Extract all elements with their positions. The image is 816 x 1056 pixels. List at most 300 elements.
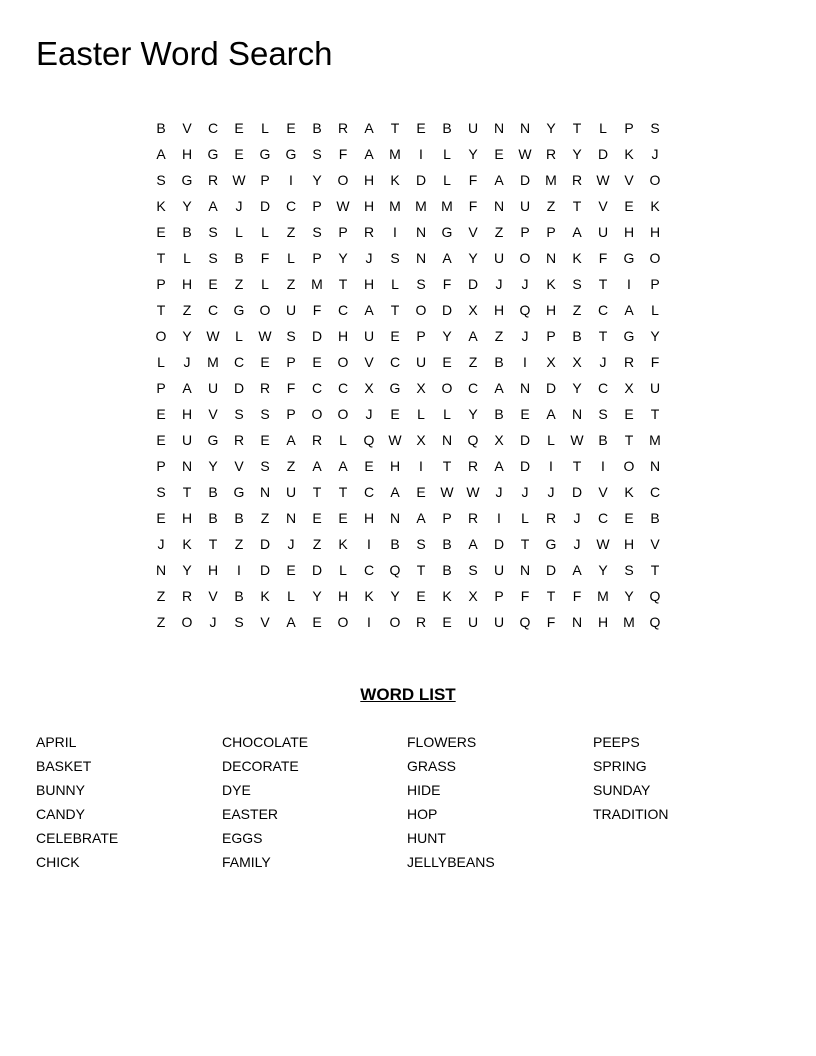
grid-letter: A [572,224,582,240]
grid-letter: Z [572,302,582,318]
word-list-item: EGGS [222,830,263,846]
grid-letter: R [207,172,219,188]
grid-letter: L [339,432,347,448]
grid-letter: B [208,510,218,526]
grid-letter: Y [572,146,582,162]
grid-letter: S [260,406,270,422]
grid-letter: V [208,406,218,422]
grid-letter: I [497,510,501,526]
grid-letter: R [415,614,427,630]
grid-letter: W [388,432,402,448]
grid-letter: B [234,588,244,604]
grid-letter: S [156,484,166,500]
grid-letter: B [494,406,504,422]
grid-letter: H [337,588,349,604]
grid-letter: L [521,510,529,526]
grid-letter: Z [260,510,270,526]
grid-letter: E [494,146,504,162]
grid-letter: R [259,380,271,396]
grid-letter: P [286,406,296,422]
grid-letter: E [286,120,296,136]
grid-letter: K [390,172,400,188]
grid-letter: P [494,588,504,604]
grid-letter: I [523,354,527,370]
grid-letter: G [545,536,557,552]
word-list-item: APRIL [36,734,77,750]
grid-letter: N [519,380,531,396]
grid-letter: M [389,198,401,214]
grid-letter: G [233,484,245,500]
word-list-item: TRADITION [593,806,669,822]
grid-letter: Y [468,146,478,162]
grid-letter: J [651,146,659,162]
grid-letter: D [467,276,479,292]
grid-letter: B [442,562,452,578]
grid-letter: Y [182,328,192,344]
grid-letter: W [206,328,220,344]
grid-letter: Y [208,458,218,474]
grid-letter: Z [156,588,166,604]
grid-letter: S [468,562,478,578]
grid-letter: J [521,484,529,500]
grid-letter: T [156,250,166,266]
grid-letter: W [258,328,272,344]
grid-letter: Z [468,354,478,370]
grid-letter: K [364,588,374,604]
grid-letter: Y [546,120,556,136]
grid-letter: S [650,120,660,136]
grid-letter: L [651,302,659,318]
grid-letter: X [416,380,426,396]
grid-letter: L [417,406,425,422]
grid-letter: C [337,380,349,396]
grid-letter: V [234,458,244,474]
grid-letter: G [623,328,635,344]
grid-letter: J [521,276,529,292]
grid-letter: U [181,432,193,448]
grid-letter: T [182,484,192,500]
grid-letter: H [597,614,609,630]
grid-letter: Y [468,406,478,422]
grid-letter: S [598,406,608,422]
grid-letter: C [207,120,219,136]
grid-letter: Z [286,458,296,474]
grid-letter: O [415,302,427,318]
grid-letter: W [596,536,610,552]
grid-letter: Q [649,588,661,604]
grid-letter: H [623,536,635,552]
grid-letter: D [259,536,271,552]
grid-letter: E [208,276,218,292]
grid-letter: F [260,250,270,266]
grid-letter: I [419,146,423,162]
grid-letter: G [259,146,271,162]
grid-letter: N [571,406,583,422]
grid-letter: J [287,536,295,552]
grid-letter: O [623,458,635,474]
grid-letter: B [156,120,166,136]
word-list-item: FLOWERS [407,734,477,750]
grid-letter: Y [442,328,452,344]
grid-letter: D [415,172,427,188]
grid-letter: T [598,276,608,292]
grid-letter: N [493,198,505,214]
word-list-item: HIDE [407,782,441,798]
grid-letter: M [311,276,323,292]
word-list-item: HOP [407,806,438,822]
grid-letter: A [624,302,634,318]
grid-letter: E [416,120,426,136]
grid-letter: O [181,614,193,630]
grid-letter: E [156,406,166,422]
grid-letter: L [443,172,451,188]
grid-letter: Y [312,588,322,604]
grid-letter: O [337,172,349,188]
grid-letter: B [390,536,400,552]
grid-letter: O [337,354,349,370]
grid-letter: M [415,198,427,214]
grid-letter: F [650,354,660,370]
grid-letter: W [336,198,350,214]
grid-letter: Y [468,250,478,266]
grid-letter: L [443,146,451,162]
grid-letter: U [467,614,479,630]
grid-letter: U [467,120,479,136]
grid-letter: P [624,120,634,136]
grid-letter: D [519,458,531,474]
word-list-item: DECORATE [222,758,299,774]
grid-letter: X [572,354,582,370]
grid-letter: O [311,406,323,422]
grid-letter: W [570,432,584,448]
grid-letter: P [416,328,426,344]
grid-letter: D [311,328,323,344]
grid-letter: A [546,406,556,422]
grid-letter: O [259,302,271,318]
grid-letter: W [440,484,454,500]
grid-letter: E [390,406,400,422]
grid-letter: H [337,328,349,344]
grid-letter: H [181,276,193,292]
grid-letter: X [416,432,426,448]
grid-letter: A [182,380,192,396]
grid-letter: V [650,536,660,552]
grid-letter: A [338,458,348,474]
grid-letter: A [494,380,504,396]
word-list-item: BASKET [36,758,92,774]
grid-letter: D [519,432,531,448]
grid-letter: N [285,510,297,526]
grid-letter: Y [624,588,634,604]
grid-letter: R [467,510,479,526]
grid-letter: I [367,536,371,552]
grid-letter: G [389,380,401,396]
grid-letter: N [545,250,557,266]
grid-letter: L [391,276,399,292]
grid-letter: R [467,458,479,474]
grid-letter: B [234,510,244,526]
grid-letter: C [285,198,297,214]
grid-letter: K [182,536,192,552]
grid-letter: L [183,250,191,266]
grid-letter: P [312,250,322,266]
grid-letter: I [289,172,293,188]
grid-letter: B [182,224,192,240]
grid-letter: P [286,354,296,370]
grid-letter: A [208,198,218,214]
grid-letter: A [468,536,478,552]
grid-letter: E [312,354,322,370]
grid-letter: U [285,484,297,500]
grid-letter: P [156,276,166,292]
grid-letter: R [363,224,375,240]
grid-letter: Q [519,614,531,630]
grid-letter: C [363,562,375,578]
grid-letter: D [597,146,609,162]
word-list-item: CHICK [36,854,80,870]
grid-letter: F [286,380,296,396]
grid-letter: R [623,354,635,370]
grid-letter: E [312,614,322,630]
grid-letter: N [155,562,167,578]
grid-letter: I [627,276,631,292]
grid-letter: A [390,484,400,500]
grid-letter: J [521,328,529,344]
word-list-item: GRASS [407,758,457,774]
grid-letter: D [259,198,271,214]
grid-letter: W [466,484,480,500]
grid-letter: T [624,432,634,448]
grid-letter: E [364,458,374,474]
grid-letter: I [549,458,553,474]
grid-letter: E [442,614,452,630]
grid-letter: L [261,276,269,292]
grid-letter: T [156,302,166,318]
grid-letter: T [572,120,582,136]
grid-letter: H [623,224,635,240]
word-list-item: SPRING [593,758,647,774]
grid-letter: A [364,302,374,318]
grid-letter: D [259,562,271,578]
grid-letter: A [286,432,296,448]
grid-letter: U [493,250,505,266]
grid-letter: W [232,172,246,188]
grid-letter: A [156,146,166,162]
grid-letter: F [468,198,478,214]
grid-letter: N [571,614,583,630]
grid-letter: T [390,120,400,136]
grid-letter: V [598,484,608,500]
grid-letter: G [207,432,219,448]
grid-letter: H [363,276,375,292]
grid-letter: S [416,536,426,552]
grid-letter: E [624,510,634,526]
grid-letter: J [365,250,373,266]
grid-letter: E [156,432,166,448]
grid-letter: Q [519,302,531,318]
word-list-item: CANDY [36,806,86,822]
word-list-item: DYE [222,782,251,798]
grid-letter: Z [546,198,556,214]
grid-letter: K [546,276,556,292]
word-list-column [407,730,495,874]
grid-letter: P [312,198,322,214]
grid-letter: C [597,510,609,526]
grid-letter: B [572,328,582,344]
grid-letter: T [598,328,608,344]
grid-letter: T [208,536,218,552]
grid-letter: K [650,198,660,214]
grid-letter: C [389,354,401,370]
grid-letter: F [572,588,582,604]
grid-letter: X [546,354,556,370]
word-list-item: EASTER [222,806,279,822]
grid-letter: U [649,380,661,396]
grid-letter: X [624,380,634,396]
grid-letter: W [596,172,610,188]
word-list-column [36,730,118,874]
grid-letter: L [261,224,269,240]
grid-letter: V [364,354,374,370]
grid-letter: R [311,432,323,448]
grid-letter: H [181,510,193,526]
grid-letter: H [493,302,505,318]
grid-letter: L [599,120,607,136]
grid-letter: Z [494,224,504,240]
grid-letter: E [234,146,244,162]
grid-letter: U [493,562,505,578]
grid-letter: S [234,406,244,422]
grid-letter: C [311,380,323,396]
word-list-item: BUNNY [36,782,86,798]
grid-letter: D [493,536,505,552]
grid-letter: Y [650,328,660,344]
grid-letter: T [572,458,582,474]
grid-letter: K [624,146,634,162]
grid-letter: A [494,172,504,188]
word-list-column [222,730,308,874]
word-list-item: PEEPS [593,734,640,750]
grid-letter: F [312,302,322,318]
word-list-item: SUNDAY [593,782,651,798]
grid-letter: C [597,380,609,396]
grid-letter: F [520,588,530,604]
grid-letter: S [390,250,400,266]
grid-letter: P [546,328,556,344]
grid-letter: T [520,536,530,552]
grid-letter: V [208,588,218,604]
grid-letter: C [467,380,479,396]
grid-letter: W [518,146,532,162]
grid-letter: M [207,354,219,370]
grid-letter: Z [182,302,192,318]
grid-letter: S [572,276,582,292]
grid-letter: E [390,328,400,344]
grid-letter: Y [572,380,582,396]
grid-letter: B [208,484,218,500]
grid-letter: P [156,458,166,474]
grid-letter: N [259,484,271,500]
grid-letter: C [233,354,245,370]
grid-letter: U [285,302,297,318]
grid-letter: M [441,198,453,214]
grid-letter: J [573,536,581,552]
grid-letter: I [601,458,605,474]
word-list-column [593,730,668,826]
grid-letter: E [312,510,322,526]
grid-letter: R [233,432,245,448]
grid-letter: L [235,224,243,240]
grid-letter: C [649,484,661,500]
grid-letter: D [571,484,583,500]
grid-letter: O [519,250,531,266]
grid-letter: Y [182,562,192,578]
grid-letter: G [441,224,453,240]
grid-letter: D [545,562,557,578]
grid-letter: A [468,328,478,344]
grid-letter: Z [234,536,244,552]
grid-letter: U [207,380,219,396]
grid-letter: Q [649,614,661,630]
grid-letter: E [286,562,296,578]
word-list-heading: WORD LIST [360,685,456,704]
grid-letter: L [547,432,555,448]
grid-letter: N [519,562,531,578]
grid-letter: X [494,432,504,448]
grid-letter: L [339,562,347,578]
grid-letter: M [623,614,635,630]
grid-letter: G [233,302,245,318]
grid-letter: G [207,146,219,162]
grid-letter: J [209,614,217,630]
grid-letter: F [468,172,478,188]
grid-letter: J [573,510,581,526]
grid-letter: S [312,146,322,162]
grid-letter: T [650,562,660,578]
grid-letter: U [415,354,427,370]
grid-letter: N [389,510,401,526]
grid-letter: K [338,536,348,552]
grid-letter: N [441,432,453,448]
grid-letter: Z [156,614,166,630]
grid-letter: J [599,354,607,370]
grid-letter: E [156,224,166,240]
grid-letter: L [443,406,451,422]
grid-letter: L [235,328,243,344]
grid-letter: N [649,458,661,474]
grid-letter: O [337,614,349,630]
grid-letter: J [157,536,165,552]
grid-letter: K [624,484,634,500]
grid-letter: V [260,614,270,630]
grid-letter: C [337,302,349,318]
grid-letter: A [364,146,374,162]
grid-letter: T [650,406,660,422]
grid-letter: H [181,146,193,162]
grid-letter: Y [390,588,400,604]
grid-letter: I [367,614,371,630]
grid-letter: P [260,172,270,188]
grid-letter: Z [286,276,296,292]
grid-letter: V [624,172,634,188]
grid-letter: F [338,146,348,162]
grid-letter: C [363,484,375,500]
grid-letter: K [156,198,166,214]
grid-letter: D [441,302,453,318]
grid-letter: E [442,354,452,370]
grid-letter: B [494,354,504,370]
grid-letter: S [312,224,322,240]
